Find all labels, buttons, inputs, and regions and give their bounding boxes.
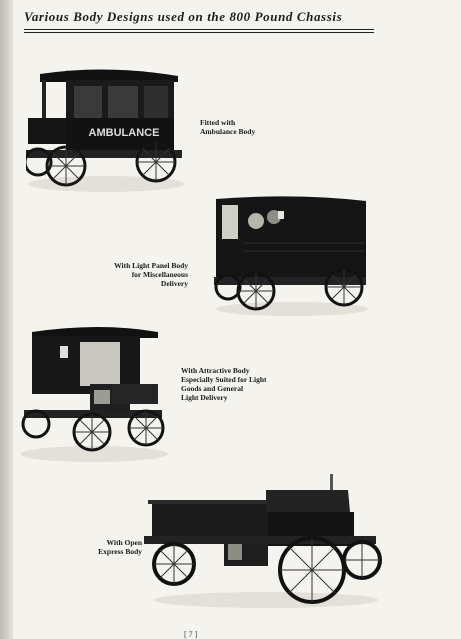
caption-line: With Open bbox=[106, 538, 142, 547]
caption-line: With Attractive Body bbox=[181, 366, 250, 375]
express-caption bbox=[90, 538, 142, 556]
ambulance-lettering: AMBULANCE bbox=[88, 127, 160, 139]
caption-line: Especially Suited for Light bbox=[181, 375, 267, 384]
page-title: Various Body Designs used on the 800 Pound Chassis bbox=[24, 9, 343, 24]
caption-line: for Miscellaneous bbox=[131, 270, 188, 279]
caption-line: Delivery bbox=[160, 279, 188, 288]
express-vehicle-photo bbox=[144, 474, 388, 610]
ambulance-vehicle-photo bbox=[26, 66, 186, 194]
light-delivery-caption bbox=[181, 366, 267, 402]
light-delivery-vehicle-photo bbox=[20, 324, 170, 464]
caption-line: Light Delivery bbox=[181, 393, 228, 402]
caption-line: Fitted with bbox=[200, 118, 236, 127]
caption-line: With Light Panel Body bbox=[114, 261, 188, 270]
panel-delivery-vehicle-photo bbox=[214, 193, 370, 317]
panel-delivery-caption bbox=[96, 261, 188, 288]
page-binding-shadow bbox=[0, 0, 13, 639]
ambulance-caption bbox=[200, 118, 255, 136]
page-number: [ 7 ] bbox=[184, 630, 198, 639]
caption-line: Goods and General bbox=[181, 384, 244, 393]
title-underline bbox=[24, 29, 374, 30]
caption-line: Ambulance Body bbox=[200, 127, 256, 136]
caption-line: Express Body bbox=[98, 547, 142, 556]
title-underline-secondary bbox=[24, 32, 374, 33]
